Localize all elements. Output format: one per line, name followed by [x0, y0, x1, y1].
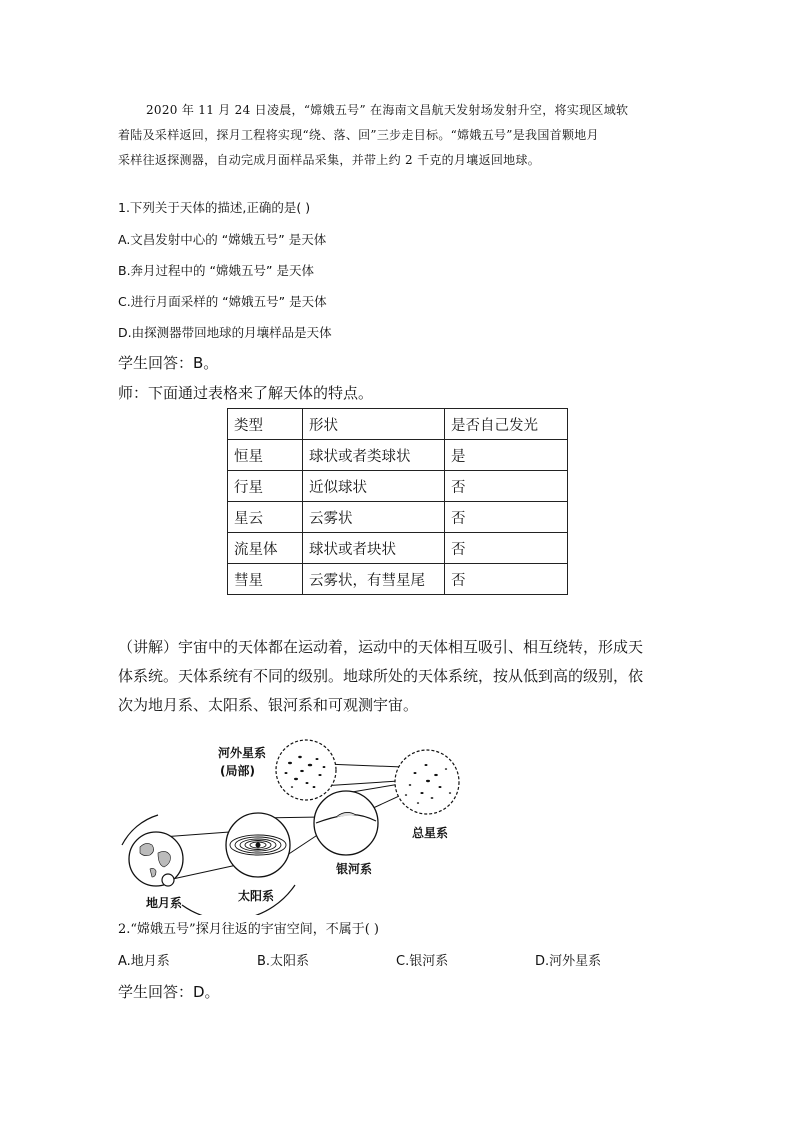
table-row: [228, 564, 568, 595]
table-cell: 流星体: [228, 533, 303, 564]
label-extragalactic-sub: (局部): [220, 764, 255, 778]
label-extragalactic: 河外星系: [218, 746, 267, 760]
extragalactic-circle: [276, 740, 336, 800]
question-1-stem: 1.下列关于天体的描述,正确的是( ): [118, 200, 311, 215]
label-earth-moon: 地月系: [146, 896, 183, 910]
table-cell: 是: [445, 440, 568, 471]
table-cell: 星云: [228, 502, 303, 533]
earth-icon: [129, 832, 183, 886]
question-2-option-a: A.地月系: [118, 954, 170, 969]
earth-continent: [140, 843, 154, 855]
table-row: [228, 471, 568, 502]
table-header-cell: 形状: [303, 409, 445, 440]
table-cell: 否: [445, 502, 568, 533]
table-cell: 否: [445, 564, 568, 595]
question-1-option-b: B.奔月过程中的 “嫦娥五号” 是天体: [118, 263, 314, 278]
label-total-system: 总星系: [412, 826, 449, 840]
celestial-types-table: [227, 408, 568, 595]
intro-line-2: 着陆及采样返回，探月工程将实现“绕、落、回”三步走目标。“嫦娥五号”是我国首颗地月: [118, 128, 599, 142]
table-header-cell: 类型: [228, 409, 303, 440]
question-2-stem: 2.“嫦娥五号”探月往返的宇宙空间，不属于( ): [118, 922, 379, 937]
question-2-option-b: B.太阳系: [257, 954, 310, 969]
lecture-line-2: 体系统。天体系统有不同的级别。地球所处的天体系统，按从低到高的级别，依: [118, 667, 644, 685]
table-cell: 否: [445, 533, 568, 564]
table-cell: 恒星: [228, 440, 303, 471]
label-milky-way: 银河系: [336, 862, 373, 876]
table-header-cell: 是否自己发光: [445, 409, 568, 440]
question-2-option-c: C.银河系: [396, 954, 449, 969]
moon-icon: [162, 874, 174, 886]
lecture-line-3: 次为地月系、太阳系、银河系和可观测宇宙。: [118, 696, 419, 714]
milky-way-circle: [314, 791, 378, 855]
question-1-student-answer: 学生回答：B。: [118, 354, 219, 372]
question-2-student-answer: 学生回答：D。: [118, 983, 220, 1001]
table-cell: 球状或者块状: [303, 533, 445, 564]
sun-icon: [256, 843, 261, 848]
table-cell: 近似球状: [303, 471, 445, 502]
intro-line-3: 采样往返探测器，自动完成月面样品采集，并带上约 2 千克的月壤返回地球。: [118, 153, 541, 167]
question-1-option-a: A.文昌发射中心的 “嫦娥五号” 是天体: [118, 232, 327, 247]
table-cell: 云雾状: [303, 502, 445, 533]
celestial-systems-diagram: [110, 735, 510, 915]
lecture-paragraph: [118, 633, 680, 720]
question-1-option-c: C.进行月面采样的 “嫦娥五号” 是天体: [118, 294, 327, 309]
intro-line-1: 2020 年 11 月 24 日凌晨，“嫦娥五号” 在海南文昌航天发射场发射升空，将实现区域软: [146, 103, 629, 117]
question-1-option-d: D.由探测器带回地球的月壤样品是天体: [118, 325, 332, 340]
table-cell: 彗星: [228, 564, 303, 595]
table-header-row: [228, 409, 568, 440]
teacher-line: 师：下面通过表格来了解天体的特点。: [118, 384, 374, 402]
label-solar-system: 太阳系: [238, 889, 275, 903]
table-cell: 球状或者类球状: [303, 440, 445, 471]
table-cell: 行星: [228, 471, 303, 502]
table-row: [228, 502, 568, 533]
intro-paragraph: [118, 98, 678, 173]
table-row: [228, 440, 568, 471]
question-2-option-d: D.河外星系: [535, 954, 602, 969]
lecture-line-1: （讲解）宇宙中的天体都在运动着，运动中的天体相互吸引、相互绕转，形成天: [118, 638, 644, 656]
table-cell: 否: [445, 471, 568, 502]
table-cell: 云雾状，有彗星尾: [303, 564, 445, 595]
table-row: [228, 533, 568, 564]
